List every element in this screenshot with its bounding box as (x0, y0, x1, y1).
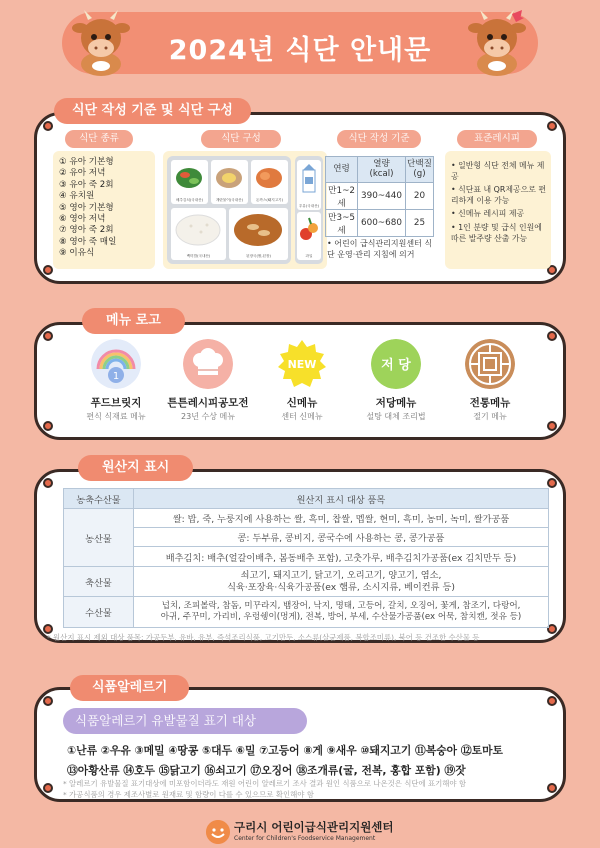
nutrition-criteria-table (325, 156, 434, 237)
origin-category: 축산물 (64, 567, 134, 597)
side-tray (295, 156, 323, 264)
origin-items (134, 597, 549, 628)
criteria-label: 식단 작성 기준 (337, 130, 421, 148)
diet-type-item: ④ 유치원 (59, 191, 95, 202)
diet-type-item: ① 유아 기본형 (59, 157, 114, 167)
tray-soup (229, 208, 288, 260)
origin-line: 식육·포장육·식육가공품(ex 햄류, 소시지류, 베이컨류 등) (227, 581, 455, 593)
recipe-item: • 식단표 내 QR제공으로 편리하게 이용 가능 (451, 185, 546, 205)
tray-side-dish (171, 160, 208, 204)
tray-side-dish (211, 160, 248, 204)
corner-dot (43, 331, 53, 341)
tray-item-caption: 계란물이(국내산) (215, 198, 244, 202)
allergen-line: ⑬아황산류 ⑭호두 ⑮닭고기 ⑯쇠고기 ⑰오징어 ⑱조개류(굴, 전복, 홍합 포함) ⑲잣 (67, 764, 466, 777)
soup-icon (229, 208, 288, 252)
corner-dot (43, 421, 53, 431)
menu-logo-panel (34, 322, 566, 440)
allergy-subheading: 식품알레르기 유발물질 표기 대상 (63, 708, 307, 734)
table-header: 단백질 (g) (406, 157, 434, 183)
origin-category: 농산물 (64, 509, 134, 567)
table-cell: 20 (406, 183, 434, 210)
low-sugar-badge-icon (371, 339, 421, 389)
meal-tray (167, 156, 291, 264)
logo-desc: 절기 메뉴 (473, 412, 507, 421)
recipe-item: • 1인 분량 및 급식 인원에 따른 발주량 산출 가능 (451, 222, 542, 243)
diet-type-item: ⑤ 영아 기본형 (59, 202, 114, 213)
new-badge-text: NEW (287, 358, 317, 371)
corner-dot (547, 421, 557, 431)
allergy-note: * 알레르기 유발물질 표기대상에 미포함이더라도 재원 어린이 알레르기 조사 결과 원인 식품으로 나온것은 식단에 표기해야 함 (63, 779, 467, 788)
types-label: 식단 종류 (65, 130, 133, 148)
corner-dot (547, 331, 557, 341)
fruit-icon (297, 212, 321, 250)
tray-item-caption: 우유(국내산) (298, 204, 320, 208)
criteria-section-heading: 식단 작성 기준 및 식단 구성 (54, 98, 251, 124)
tray-item-caption: 과일 (305, 254, 313, 258)
origin-line: 쇠고기, 돼지고기, 닭고기, 오리고기, 양고기, 염소, (240, 570, 442, 581)
table-header: 연령 (326, 157, 358, 183)
allergy-panel (34, 687, 566, 802)
new-menu-badge-icon (277, 339, 327, 389)
corner-dot (547, 696, 557, 706)
diet-type-item: ⑨ 이유식 (59, 248, 95, 259)
table-header: 원산지 표시 대상 품목 (134, 489, 549, 509)
table-cell: 25 (406, 210, 434, 237)
origin-footnote: * 원산지 표시 제외 대상 품목: 가공두부, 유바, 유부, 즉석조리식품, 고기만두, 소스류(살균제품, 복합조미류), 북어 등 건조한 수산물 등 (47, 633, 480, 642)
logo-name: 튼튼레시피공모전 (167, 397, 249, 409)
standard-recipe-list (445, 151, 551, 269)
tray-item-caption: 된장국(쌀,된장) (246, 254, 271, 258)
logo-name: 푸드브릿지 (90, 397, 142, 409)
corner-dot (43, 783, 53, 793)
origin-line: 아귀, 주꾸미, 가리비, 우렁쉥이(멍게), 전복, 방어, 부세, 수산물가공품(ex 어묵, 참치캔, 젓유 등) (160, 612, 522, 622)
food-bridge-badge: 1 (112, 371, 120, 382)
recipe-item: • 일반형 식단 전체 메뉴 제공 (451, 161, 545, 181)
tray-item-caption: 배추김치(국내산) (175, 198, 204, 202)
logo-desc: 설탕 대체 조리법 (366, 412, 426, 421)
logo-desc: 편식 식재료 메뉴 (86, 412, 146, 421)
traditional-pattern-icon (465, 339, 515, 389)
smile-logo-icon (206, 820, 230, 844)
center-name: 구리시 어린이급식관리지원센터 (234, 820, 394, 834)
criteria-panel (34, 112, 566, 284)
milk-carton-icon (297, 160, 321, 200)
corner-dot (547, 783, 557, 793)
recipe-label: 표준레시피 (457, 130, 537, 148)
allergen-list (67, 743, 503, 778)
origin-panel (34, 469, 566, 643)
logo-desc: 센터 신메뉴 (281, 412, 323, 421)
page-title: 2024년 식단 안내문 (168, 35, 432, 66)
low-sugar-badge-text: 저 당 (381, 358, 411, 373)
origin-section-heading: 원산지 표시 (78, 455, 193, 481)
chef-hat-icon (183, 339, 233, 389)
origin-items: 콩: 두부류, 콩비지, 콩국수에 사용하는 콩, 콩가공품 (134, 528, 549, 547)
allergen-line: ①난류 ②우유 ③메밀 ④땅콩 ⑤대두 ⑥밀 ⑦고등어 ⑧게 ⑨새우 ⑩돼지고기 ⑪복숭아 ⑫토마토 (67, 744, 503, 757)
tray-item-caption: 백미밥(국내산) (186, 254, 211, 258)
tray-fruit (297, 212, 321, 260)
origin-items: 쌀: 밥, 죽, 누룽지에 사용하는 쌀, 흑미, 찹쌀, 멥쌀, 현미, 흑미, 농미, 녹미, 쌀가공품 (134, 509, 549, 528)
corner-dot (43, 696, 53, 706)
composition-label: 식단 구성 (201, 130, 281, 148)
table-header: 열량 (kcal) (358, 157, 406, 183)
cow-mascot-girl-icon (466, 8, 528, 76)
allergy-section-heading: 식품알레르기 (70, 675, 189, 701)
criteria-note: • 어린이 급식관리지원센터 식단 운영·관리 지침에 의거 (327, 239, 433, 259)
recipe-item: • 신메뉴 레시피 제공 (451, 209, 525, 219)
tray-item-caption: 돈까스(돼지고기) (255, 198, 284, 202)
cow-mascot-icon (70, 8, 132, 76)
egg-roll-icon (211, 160, 248, 196)
logo-desc: 23년 수상 메뉴 (181, 412, 235, 421)
tray-rice (171, 208, 226, 260)
origin-category: 수산물 (64, 597, 134, 628)
origin-table (63, 488, 549, 628)
diet-type-item: ⑦ 영아 죽 2회 (59, 225, 114, 236)
tray-main-dish (251, 160, 288, 204)
corner-dot (43, 121, 53, 131)
logo-name: 저당메뉴 (375, 397, 417, 409)
diet-types-list (53, 151, 155, 269)
origin-items: 배추김치: 배추(얼갈이배추, 봄동배추 포함), 고춧가루, 배추김치가공품(ex 김치만두 등) (134, 547, 549, 567)
origin-items (134, 567, 549, 597)
tray-milk (297, 160, 321, 210)
pork-cutlet-icon (251, 160, 288, 196)
table-cell: 만1~2세 (326, 183, 358, 210)
corner-dot (547, 121, 557, 131)
table-cell: 만3~5세 (326, 210, 358, 237)
logo-name: 전통메뉴 (469, 397, 511, 409)
table-cell: 600~680 (358, 210, 406, 237)
corner-dot (43, 265, 53, 275)
diet-type-item: ⑥ 영아 저녁 (59, 214, 106, 225)
diet-type-item: ⑧ 영아 죽 매일 (59, 236, 117, 247)
kimchi-icon (171, 160, 208, 196)
logo-name: 신메뉴 (286, 397, 318, 409)
table-cell: 390~440 (358, 183, 406, 210)
rice-icon (171, 208, 226, 252)
meal-composition-image (163, 151, 327, 269)
diet-type-item: ③ 유아 죽 2회 (59, 179, 114, 190)
table-header: 농축수산물 (64, 489, 134, 509)
food-bridge-rainbow-icon (91, 339, 141, 389)
diet-type-item: ② 유아 저녁 (59, 168, 106, 179)
origin-line: 넙치, 조피볼락, 참돔, 미꾸라지, 뱀장어, 낙지, 명태, 고등어, 갈치, 오징어, 꽃게, 참조기, 다랑어, (161, 600, 521, 611)
corner-dot (43, 478, 53, 488)
corner-dot (547, 478, 557, 488)
center-english-name: Center for Children's Foodservice Management (234, 835, 376, 842)
allergy-note: * 가공식품의 경우 제조사별로 원재료 및 함량이 다를 수 있으므로 확인해야 함 (63, 790, 314, 799)
menu-logo-section-heading: 메뉴 로고 (82, 308, 185, 334)
